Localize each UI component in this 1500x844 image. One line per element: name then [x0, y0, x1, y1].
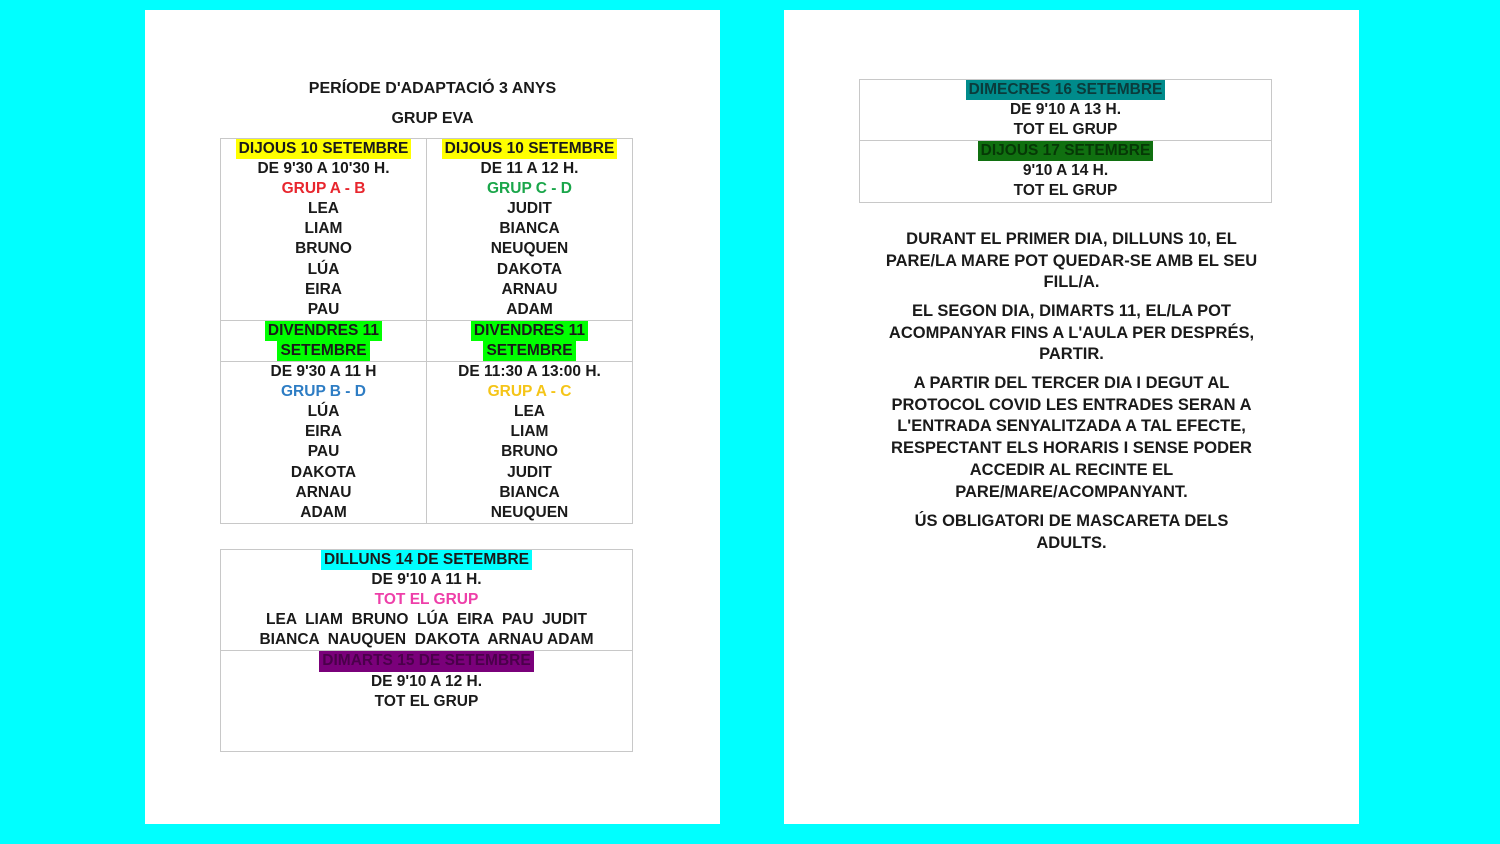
table-row	[221, 320, 633, 361]
day-header: DIJOUS 10 SETEMBRE	[442, 139, 618, 159]
cell-friday-header-right	[427, 320, 633, 361]
student-name: NEUQUEN	[490, 503, 569, 521]
student-name: NEUQUEN	[490, 240, 569, 258]
day-header: SETEMBRE	[277, 341, 369, 361]
note-second-day	[784, 301, 1359, 366]
student-name: JUDIT	[507, 463, 552, 481]
student-name: ARNAU	[295, 483, 352, 501]
note-third-day	[784, 373, 1359, 503]
student-names: LEA LIAM BRUNO LÚA EIRA PAU JUDIT	[266, 611, 587, 629]
left-page	[145, 10, 720, 824]
note-line: A PARTIR DEL TERCER DIA I DEGUT AL	[913, 374, 1230, 392]
time-range: DE 9'30 A 11 H	[270, 363, 377, 381]
time-range: DE 11:30 A 13:00 H.	[458, 363, 601, 381]
table-row	[221, 651, 633, 752]
time-range: DE 9'30 A 10'30 H.	[257, 160, 390, 178]
note-line: PROTOCOL COVID LES ENTRADES SERAN A	[891, 395, 1252, 414]
time-range: DE 9'10 A 13 H.	[1009, 101, 1122, 119]
group-label: TOT EL GRUP	[1013, 121, 1118, 139]
day-header: DIVENDRES 11	[265, 321, 382, 341]
student-names: BIANCA NAUQUEN DAKOTA ARNAU ADAM	[259, 631, 594, 649]
day-header: DIMARTS 15 DE SETEMBRE	[319, 651, 533, 671]
schedule-table-week1	[220, 138, 633, 524]
note-line: DURANT EL PRIMER DIA, DILLUNS 10, EL	[906, 230, 1237, 248]
day-header: DIMECRES 16 SETEMBRE	[966, 80, 1166, 100]
day-header: DILLUNS 14 DE SETEMBRE	[321, 550, 532, 570]
page-title: PERÍODE D'ADAPTACIÓ 3 ANYS	[308, 80, 557, 97]
group-label: TOT EL GRUP	[1013, 182, 1118, 200]
group-label: GRUP A - B	[281, 180, 366, 198]
student-name: BIANCA	[499, 483, 560, 501]
day-header: SETEMBRE	[483, 341, 575, 361]
student-name: LÚA	[307, 403, 340, 421]
note-line: L'ENTRADA SENYALITZADA A TAL EFECTE,	[897, 417, 1246, 436]
student-name: LIAM	[304, 220, 343, 238]
day-header: DIVENDRES 11	[471, 321, 588, 341]
cell-friday-morning	[221, 362, 427, 524]
cell-thursday	[860, 141, 1272, 202]
cell-friday-late	[427, 362, 633, 524]
cell-thursday-morning	[221, 139, 427, 321]
page-subtitle: GRUP EVA	[391, 110, 474, 127]
note-line: ACOMPANYAR FINS A L'AULA PER DESPRÉS,	[888, 323, 1255, 342]
time-range: 9'10 A 14 H.	[1022, 162, 1109, 180]
note-line: RESPECTANT ELS HORARIS I SENSE PODER	[891, 439, 1252, 458]
note-line: PARE/LA MARE POT QUEDAR-SE AMB EL SEU	[885, 251, 1258, 270]
note-line: PARE/MARE/ACOMPANYANT.	[955, 482, 1188, 501]
note-line: FILL/A.	[1043, 273, 1100, 292]
student-name: BRUNO	[501, 443, 558, 461]
time-range: DE 9'10 A 11 H.	[371, 571, 482, 589]
schedule-table-week3	[859, 79, 1272, 203]
table-row	[860, 141, 1272, 202]
cell-friday-header-left	[221, 320, 427, 361]
right-page	[784, 10, 1359, 824]
time-range: DE 11 A 12 H.	[480, 160, 579, 178]
student-name: DAKOTA	[290, 463, 357, 481]
student-name: PAU	[307, 443, 340, 461]
group-label: GRUP A - C	[487, 383, 572, 401]
day-header: DIJOUS 17 SETEMBRE	[978, 141, 1154, 161]
time-range: DE 9'10 A 12 H.	[370, 672, 483, 690]
student-name: DAKOTA	[496, 260, 563, 278]
group-label: GRUP C - D	[487, 180, 572, 198]
cell-wednesday	[860, 80, 1272, 141]
cell-thursday-late	[427, 139, 633, 321]
student-name: BIANCA	[499, 220, 560, 238]
group-label: TOT EL GRUP	[374, 692, 479, 710]
table-row	[221, 362, 633, 524]
note-line: ÚS OBLIGATORI DE MASCARETA DELS	[914, 512, 1229, 530]
group-label: GRUP B - D	[281, 383, 366, 401]
note-first-day	[784, 229, 1359, 294]
table-row	[221, 550, 633, 651]
group-label: TOT EL GRUP	[374, 591, 479, 609]
student-name: LÚA	[307, 260, 340, 278]
table-row	[221, 139, 633, 321]
student-name: ADAM	[300, 503, 347, 521]
student-name: LEA	[514, 403, 545, 421]
student-name: JUDIT	[507, 200, 552, 218]
student-name: EIRA	[304, 423, 343, 441]
student-name: BRUNO	[295, 240, 352, 258]
note-line: ACCEDIR AL RECINTE EL	[969, 460, 1174, 479]
student-name: ADAM	[506, 300, 553, 318]
note-line: ADULTS.	[1036, 533, 1107, 552]
note-mask	[784, 511, 1359, 554]
student-name: ARNAU	[501, 280, 558, 298]
schedule-table-week2	[220, 549, 633, 752]
student-name: LIAM	[510, 423, 549, 441]
day-header: DIJOUS 10 SETEMBRE	[236, 139, 412, 159]
note-line: EL SEGON DIA, DIMARTS 11, EL/LA POT	[911, 302, 1232, 320]
cell-tuesday	[221, 651, 633, 752]
table-row	[860, 80, 1272, 141]
cell-monday	[221, 550, 633, 651]
note-line: PARTIR.	[1039, 345, 1104, 364]
student-name: EIRA	[304, 280, 343, 298]
student-name: LEA	[308, 200, 339, 218]
student-name: PAU	[307, 300, 340, 318]
